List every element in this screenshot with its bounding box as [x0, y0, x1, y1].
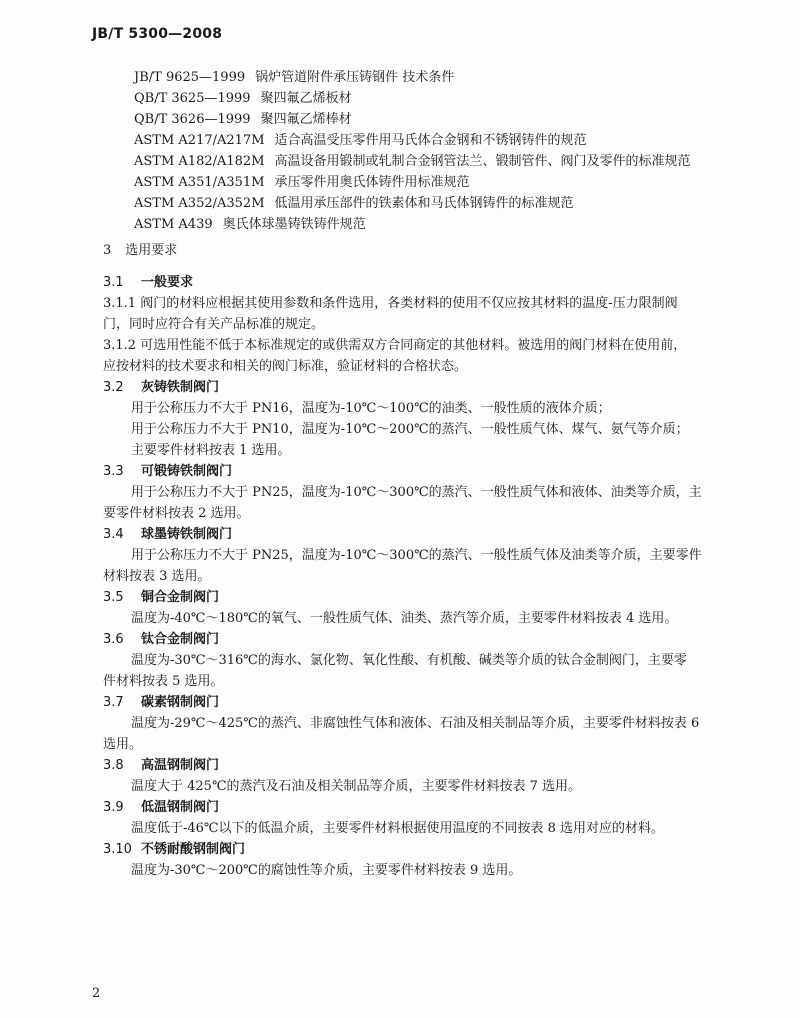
reference-item	[134, 130, 691, 151]
subsection-heading	[103, 629, 723, 650]
subsection-title: 可锻铸铁制阀门	[141, 464, 233, 479]
reference-title: 低温用承压部件的铁素体和马氏体钢铸件的标准规范	[274, 196, 574, 211]
subsection-title: 钛合金制阀门	[141, 632, 220, 647]
subsection-heading	[103, 377, 723, 398]
subsection-title: 不锈耐酸钢制阀门	[141, 842, 246, 857]
subsection-heading	[103, 524, 723, 545]
paragraph-line: 用于公称压力不大于 PN25，温度为-10℃～300℃的蒸汽、一般性质气体和液体、油类等介质，主	[131, 485, 702, 500]
reference-item	[134, 109, 691, 130]
reference-code: ASTM A352/A352M	[134, 196, 265, 211]
paragraph-line: 主要零件材料按表 1 选用。	[131, 443, 291, 458]
subsection-number: 3.7	[103, 695, 124, 710]
reference-code: ASTM A439	[134, 217, 213, 232]
normative-references-list	[134, 67, 691, 235]
paragraph-line: 用于公称压力不大于 PN25，温度为-10℃～300℃的蒸汽、一般性质气体及油类等介质，主要零件	[131, 548, 702, 563]
reference-item	[134, 214, 691, 235]
paragraph-line: 件材料按表 5 选用。	[103, 674, 224, 689]
subsection-title: 铜合金制阀门	[141, 590, 220, 605]
subsection-heading	[103, 755, 723, 776]
reference-item	[134, 67, 691, 88]
reference-title: 承压零件用奥氏体铸件用标准规范	[274, 175, 470, 190]
section-number: 3	[103, 243, 112, 258]
subsection-heading	[103, 587, 723, 608]
reference-code: ASTM A217/A217M	[134, 133, 265, 148]
page-number: 2	[92, 986, 101, 1001]
reference-title: 高温设备用锻制或轧制合金钢管法兰、锻制管件、阀门及零件的标准规范	[274, 154, 691, 169]
paragraph-line: 温度为-40℃～180℃的氧气、一般性质气体、油类、蒸汽等介质，主要零件材料按表 4 选用。	[131, 611, 678, 626]
paragraph-line: 温度为-30℃～200℃的腐蚀性等介质，主要零件材料按表 9 选用。	[131, 863, 522, 878]
reference-item	[134, 151, 691, 172]
subsection-heading	[103, 692, 723, 713]
reference-code: JB/T 9625—1999	[134, 70, 246, 85]
reference-code: ASTM A182/A182M	[134, 154, 265, 169]
reference-title: 聚四氟乙烯棒材	[260, 112, 352, 127]
reference-code: QB/T 3625—1999	[134, 91, 251, 106]
subsection-number: 3.9	[103, 800, 124, 815]
reference-title: 适合高温受压零件用马氏体合金钢和不锈钢铸件的规范	[274, 133, 587, 148]
paragraph-line: 温度为-30℃～316℃的海水、氯化物、氧化性酸、有机酸、碱类等介质的钛合金制阀门，主要零	[131, 653, 687, 668]
paragraph-line: 要零件材料按表 2 选用。	[103, 506, 250, 521]
reference-title: 锅炉管道附件承压铸钢件 技术条件	[255, 70, 455, 85]
section-title: 选用要求	[125, 243, 178, 258]
subsection-heading	[103, 272, 723, 293]
section-heading	[103, 239, 177, 258]
subsection-number: 3.5	[103, 590, 124, 605]
standard-code-header: JB/T 5300—2008	[92, 26, 223, 42]
subsection-number: 3.8	[103, 758, 124, 773]
subsection-number: 3.2	[103, 380, 124, 395]
subsection-heading	[103, 839, 723, 860]
paragraph-line: 3.1.2 可选用性能不低于本标准规定的或供需双方合同商定的其他材料。被选用的阀门材料在使用前，	[103, 338, 687, 353]
reference-code: QB/T 3626—1999	[134, 112, 251, 127]
paragraph-line: 3.1.1 阀门的材料应根据其使用参数和条件选用，各类材料的使用不仅应按其材料的温度-压力限制阀	[103, 296, 678, 311]
subsection-title: 一般要求	[141, 275, 194, 290]
paragraph-line: 用于公称压力不大于 PN10，温度为-10℃～200℃的蒸汽、一般性质气体、煤气、氨气等介质；	[131, 422, 689, 437]
reference-item	[134, 193, 691, 214]
subsection-number: 3.3	[103, 464, 124, 479]
paragraph-line: 温度大于 425℃的蒸汽及石油及相关制品等介质，主要零件材料按表 7 选用。	[131, 779, 582, 794]
reference-title: 奥氏体球墨铸铁铸件规范	[222, 217, 366, 232]
subsection-title: 球墨铸铁制阀门	[141, 527, 233, 542]
subsection-title: 碳素钢制阀门	[141, 695, 220, 710]
paragraph-line: 温度为-29℃～425℃的蒸汽、非腐蚀性气体和液体、石油及相关制品等介质，主要零件材料按表 6	[131, 716, 700, 731]
subsection-number: 3.1	[103, 275, 124, 290]
reference-item	[134, 88, 691, 109]
paragraph-line: 门，同时应符合有关产品标准的规定。	[103, 317, 325, 332]
subsection-heading	[103, 797, 723, 818]
subsection-heading	[103, 461, 723, 482]
subsection-number: 3.4	[103, 527, 124, 542]
subsection-number: 3.6	[103, 632, 124, 647]
subsection-number: 3.10	[103, 842, 132, 857]
paragraph-line: 用于公称压力不大于 PN16，温度为-10℃～100℃的油类、一般性质的液体介质；	[131, 401, 611, 416]
reference-code: ASTM A351/A351M	[134, 175, 265, 190]
paragraph-line: 选用。	[103, 737, 143, 752]
paragraph-line: 温度低于-46℃以下的低温介质，主要零件材料根据使用温度的不同按表 8 选用对应的材料。	[131, 821, 665, 836]
paragraph-line: 材料按表 3 选用。	[103, 569, 211, 584]
paragraph-line: 应按材料的技术要求和相关的阀门标准，验证材料的合格状态。	[103, 359, 468, 374]
subsection-title: 低温钢制阀门	[141, 800, 220, 815]
subsection-title: 高温钢制阀门	[141, 758, 220, 773]
subsection-title: 灰铸铁制阀门	[141, 380, 220, 395]
section-body	[103, 272, 723, 881]
reference-title: 聚四氟乙烯板材	[260, 91, 352, 106]
reference-item	[134, 172, 691, 193]
